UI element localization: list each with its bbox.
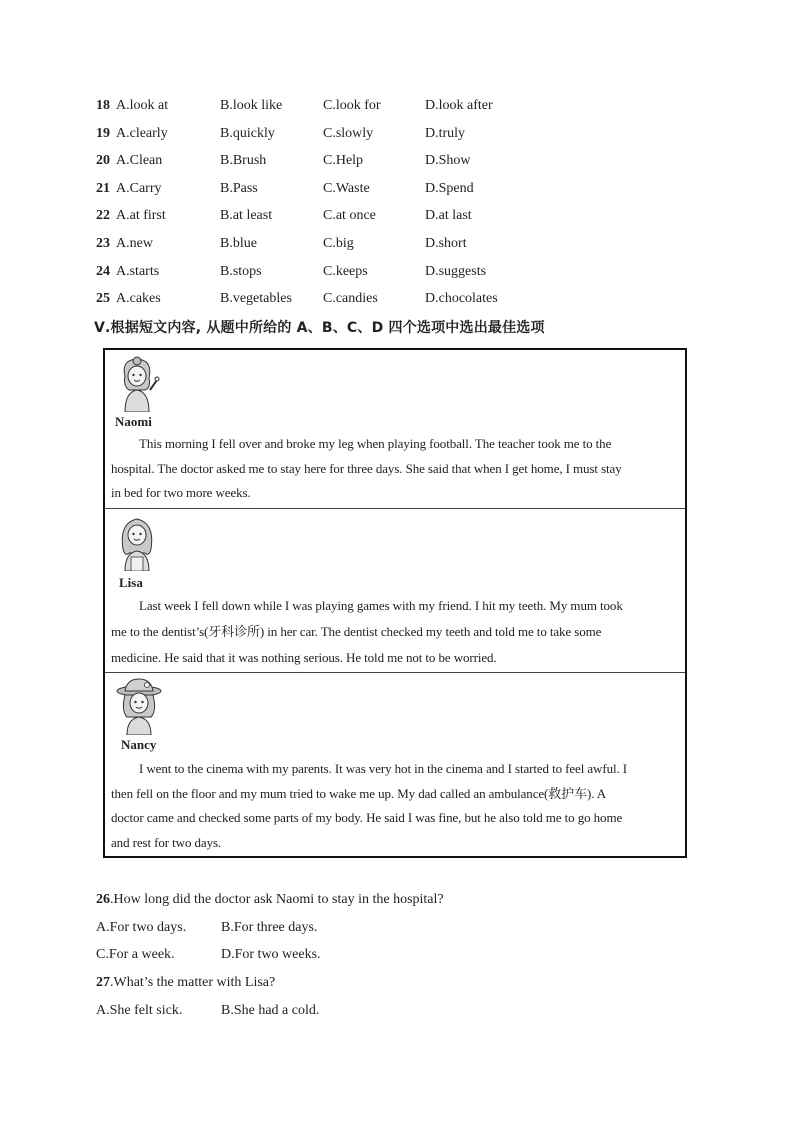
option-d: D.at last <box>425 208 472 223</box>
naomi-portrait-icon <box>113 354 161 412</box>
passage-nancy <box>105 672 685 856</box>
option-a: A.new <box>116 236 153 251</box>
nancy-portrait-icon <box>113 677 165 735</box>
option-d: D.Spend <box>425 181 474 196</box>
nancy-text <box>111 757 679 855</box>
answer-option: B.For three days. <box>221 920 318 935</box>
question-number: 26 <box>96 892 110 907</box>
option-b: B.blue <box>220 236 257 251</box>
lisa-text <box>111 593 679 671</box>
option-d: D.Show <box>425 153 471 168</box>
passage-line: hospital. The doctor asked me to stay here for three days. She said that when I get home, I must stay <box>111 460 622 476</box>
option-c: C.Waste <box>323 181 370 196</box>
answer-option: C.For a week. <box>96 947 175 962</box>
passage-line: doctor came and checked some parts of my body. He said I was fine, but he also told me to go home <box>111 810 623 825</box>
question-number: 25 <box>96 291 110 306</box>
question-text: .How long did the doctor ask Naomi to stay in the hospital? <box>110 892 444 907</box>
passage-line: me to the dentist’s(牙科诊所) in her car. The dentist checked my teeth and told me to take some <box>111 624 602 639</box>
answer-option: D.For two weeks. <box>221 947 321 962</box>
passage-lisa <box>105 508 685 672</box>
option-a: A.look at <box>116 98 169 113</box>
question-26 <box>96 890 444 910</box>
option-b: B.Brush <box>220 153 267 168</box>
naomi-name: Naomi <box>115 414 152 429</box>
option-d: D.chocolates <box>425 291 498 306</box>
option-a: A.Clean <box>116 153 163 168</box>
option-d: D.look after <box>425 98 493 113</box>
option-a: A.cakes <box>116 291 161 306</box>
passage-line: medicine. He said that it was nothing serious. He told me not to be worried. <box>111 650 497 665</box>
question-number: 22 <box>96 208 110 223</box>
answer-option: B.She had a cold. <box>221 1003 320 1018</box>
option-d: D.suggests <box>425 264 487 279</box>
section-heading: Ⅴ.根据短文内容, 从题中所给的 A、B、C、D 四个选项中选出最佳选项 <box>94 320 545 336</box>
option-c: C.candies <box>323 291 378 306</box>
passage-line: This morning I fell over and broke my leg when playing football. The teacher took me to the <box>139 436 612 451</box>
question-number: 24 <box>96 264 110 279</box>
nancy-name: Nancy <box>121 737 157 752</box>
lisa-name: Lisa <box>119 575 143 590</box>
option-c: C.Help <box>323 153 364 168</box>
option-d: D.truly <box>425 126 466 141</box>
question-number: 23 <box>96 236 110 251</box>
option-a: A.starts <box>116 264 160 279</box>
passage-line: and rest for two days. <box>111 834 222 850</box>
option-c: C.look for <box>323 98 381 113</box>
passage-line: Last week I fell down while I was playing games with my friend. I hit my teeth. My mum took <box>139 598 623 613</box>
question-27 <box>96 973 275 993</box>
option-b: B.look like <box>220 98 283 113</box>
passage-line: then fell on the floor and my mum tried to wake me up. My dad called an ambulance(救护车). A <box>111 785 607 801</box>
option-d: D.short <box>425 236 467 251</box>
question-number: 19 <box>96 126 110 141</box>
passage-line: in bed for two more weeks. <box>111 485 251 500</box>
answer-option: A.For two days. <box>96 920 187 935</box>
option-b: B.at least <box>220 208 273 223</box>
answer-option: A.She felt sick. <box>96 1003 183 1018</box>
option-b: B.quickly <box>220 126 275 141</box>
option-c: C.big <box>323 236 354 251</box>
naomi-text <box>111 432 679 506</box>
question-text: .What’s the matter with Lisa? <box>110 975 276 990</box>
option-c: C.keeps <box>323 264 368 279</box>
question-number: 18 <box>96 98 110 113</box>
lisa-portrait-icon <box>113 513 161 571</box>
question-number: 21 <box>96 181 110 196</box>
option-b: B.Pass <box>220 181 258 196</box>
passage-naomi <box>105 350 685 508</box>
question-number: 20 <box>96 153 110 168</box>
option-c: C.at once <box>323 208 376 223</box>
passage-box <box>103 348 687 858</box>
option-a: A.at first <box>116 208 166 223</box>
option-c: C.slowly <box>323 126 374 141</box>
option-b: B.stops <box>220 264 262 279</box>
option-b: B.vegetables <box>220 291 292 306</box>
option-a: A.clearly <box>116 126 168 141</box>
question-number: 27 <box>96 975 110 990</box>
passage-line: I went to the cinema with my parents. It was very hot in the cinema and I started to feel awful. I <box>139 761 628 776</box>
option-a: A.Carry <box>116 181 162 196</box>
